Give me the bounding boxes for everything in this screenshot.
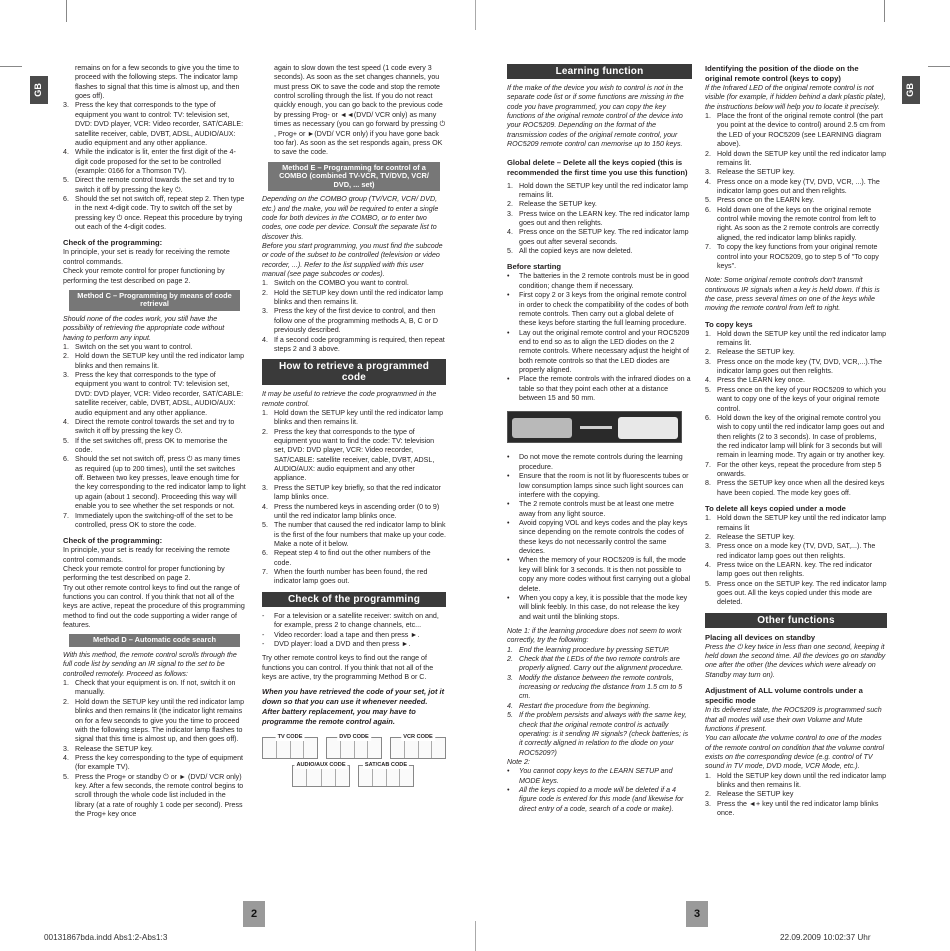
bullet: The 2 remote controls must be at least one metre away from any light source.: [519, 500, 674, 518]
step: Press the key of the first device to control, and then follow one of the programming methods A, B, C or D previously described.: [274, 307, 439, 335]
step: Hold down the SETUP key until the red indicator lamp remains lit.: [717, 329, 887, 348]
step: Press twice on the LEARN key. The red indicator lamp goes out and then relights.: [519, 209, 690, 227]
heading: Identifying the position of the diode on the original remote control (keys to copy): [705, 64, 859, 84]
step: If the set switches off, press OK to memorise the code.: [75, 436, 228, 454]
step: Immediately upon the switching-off of the set to be controlled, press OK to store the code.: [75, 511, 233, 529]
step: Press once on the SETUP key. The red indicator lamp goes out after several seconds.: [519, 228, 689, 246]
step: Press once on the key of your ROC5209 to which you want to copy one of the keys of your original remote control.: [717, 385, 886, 413]
step: If the problem persists and always with the same key, check that the original remote control is actually operating: is it sending IR signals? (check batteries; is it correctly aligned in relation to the diode on your ROC5209?): [519, 711, 689, 757]
step: Press once on the SETUP key. The red indicator lamp goes out. All the keys copied under this mode are deleted.: [717, 579, 887, 607]
text: Before you start programming, you must find the subcode or code of the subset to be controlled (television or video recorder, ...). Refer to the list supplied with this user manual (see page subcodes or codes).: [262, 241, 443, 279]
text: In principle, your set is ready for receiving the remote control commands.: [63, 546, 230, 564]
step: Should the set not switch off, press ⏻ as many times as required (up to 200 times), until the set switches off. Between two key presses, leave enough time for the key corresponding to the red indicator lamp to light up again (about 1 second). Proceeding this way will enable you to see whether the set responds or not.: [75, 455, 246, 511]
step: Switch on the set you want to control.: [75, 343, 193, 352]
text: again to slow down the test speed (1 code every 3 seconds). As soon as the set changes channels, you must press OK to save the code and stop the remote control scrolling through the list. If you do not react quickly enough, you can go back to the previous code by pressing Prog- or ◄◄(DVD/ VCR only) as many times as necessary (you can go forward by pressing ⏻ , Prog+ or ►(DVD/ VCR only) if you have gone back too far). As soon as the set responds again, press OK to save the code.: [274, 64, 446, 157]
fold-line: [475, 0, 476, 30]
step: If a second code programming is required, then repeat steps 2 and 3 above.: [274, 335, 445, 353]
step: Press the SETUP key once when all the desired keys have been copied. The mode key goes off.: [717, 479, 885, 497]
section-title: How to retrieve a programmed code: [262, 359, 446, 385]
step: Press once on a mode key (TV, DVD, SAT,...). The red indicator lamp goes out then relights.: [717, 542, 876, 560]
text: remains on for a few seconds to give you the time to proceed with the following steps. The indicator lamp flashes to signal that this time is almost up, and then goes off).: [75, 64, 240, 101]
bullet: Do not move the remote controls during the learning procedure.: [519, 453, 683, 471]
text: You can allocate the volume control to one of the modes of the remote control on condition that the volume control exists on the corresponding device (e.g. control of TV sound in TV mode, DVD mode, VCR Mode, etc.).: [705, 734, 885, 771]
vcr-code-box: [390, 733, 446, 759]
text: With this method, the remote control scrolls through the full code list by sending an IR signal to the set to be controlled remotely. Proceed as follows:: [63, 650, 237, 678]
note: Note 1: if the learning procedure does not seem to work correctly, try the following:: [507, 626, 682, 645]
page-number-right: 3: [686, 901, 708, 927]
page-number-left: 2: [243, 901, 265, 927]
heading: To copy keys: [705, 319, 753, 329]
tv-code-box: [262, 733, 318, 759]
section-bar: Method E – Programming for control of a COMBO (combined TV-VCR, TV/DVD, VCR/ DVD, ... set): [268, 162, 440, 192]
heading: To delete all keys copied under a mode: [705, 504, 846, 514]
step: Press twice on the LEARN. key. The red indicator lamp goes out then relights.: [717, 560, 873, 579]
footer-file-info: 00131867bda.indd Abs1:2-Abs1:3: [44, 933, 168, 942]
crop-mark: [66, 0, 67, 22]
step: Direct the remote control towards the set and try to switch it off by pressing the key ⏻.: [75, 417, 235, 436]
bullet: Lay out the original remote control and your ROC5209 end to end so as to align the LED diodes on the 2 remote controls. Where necessary adjust the height of both remote controls so that the LED diodes are properly aligned.: [519, 328, 690, 375]
language-tab-right: GB: [902, 76, 920, 104]
text: Try other remote control keys to find out the range of functions you can control. If you think that not all of the keys are active, try the programming Method B or C.: [262, 654, 434, 681]
step: Hold down the SETUP key until the red indicator lamp remains lit: [717, 514, 887, 532]
bullet: Place the remote controls with the infrared diodes on a table so that they point each other at a distance between 15 and 50 mm.: [519, 375, 691, 403]
section-bar: Method C – Programming by means of code retrieval: [69, 290, 240, 311]
text: Try out other remote control keys to find out the range of functions you can control. If you think that not all of the keys are active, repeat the procedure of this programming method to find out the code supporting a wider range of features.: [63, 583, 245, 630]
heading: Check of the programming:: [63, 238, 163, 248]
text: Check your remote control for proper functioning by performing the test described on page 2.: [63, 267, 225, 285]
step: Direct the remote control towards the set and try to switch it off by pressing the key ⏻.: [75, 176, 235, 194]
text: Check your remote control for proper functioning by performing the test described on page 2.: [63, 564, 225, 583]
fold-line: [475, 921, 476, 951]
remote-alignment-image: [507, 411, 682, 443]
bullet: The batteries in the 2 remote controls must be in good condition; change them if necessary.: [519, 272, 689, 290]
heading: Placing all devices on standby: [705, 632, 816, 642]
note: Note: Some original remote controls don't transmit continuous IR signals when a key is held down. If this is the case, press several times on one of the keys while moving the remote control from left to right.: [705, 276, 880, 313]
step: Check that your equipment is on. If not, switch it on manually.: [75, 679, 236, 697]
emphasis-note: After battery replacement, you may have to programme the remote control again.: [262, 707, 416, 726]
step: Hold down one of the keys on the original remote control while moving the remote control from left to right. As soon as the 2 remote controls are correctly aligned, the red indicator lamp blinks rapidly.: [717, 205, 880, 242]
step: Press the key that corresponds to the type of equipment you want to control: TV: television set, DVD: DVD player, VCR: Video recorder, SAT/CABLE: satellite receiver, cable, DVBT, ADSL, AUDIO/AUX: audio equipment and any other appliance.: [75, 101, 244, 147]
step: Release the SETUP key.: [75, 744, 153, 753]
step: Press once on the LEARN key.: [717, 196, 815, 205]
text: It may be useful to retrieve the code programmed in the remote control.: [262, 390, 437, 408]
step: Release the SETUP key.: [519, 200, 597, 209]
box-label: AUDIO/AUX CODE: [296, 761, 346, 768]
text: In its delivered state, the ROC5209 is programmed such that all modes will use their own Volume and Mute functions if present.: [705, 706, 882, 733]
sat-code-box: [358, 761, 414, 787]
step: Press the key that corresponds to the type of equipment you want to find the code: TV: television set, DVD: DVD player, VCR: Video recorder, SAT/CABLE: satellite receiver, cable, DVBT, ADSL, AUDIO/AUX: audio equipment and any other appliance.: [274, 427, 435, 483]
audio-code-box: [292, 761, 350, 787]
box-label: TV CODE: [277, 733, 303, 740]
step: The number that caused the red indicator lamp to blink is the first of the four numbers that make up your code. Make a note of it below.: [274, 521, 446, 548]
step: Release the SETUP key: [717, 790, 794, 799]
step: Hold down the SETUP key until the red indicator lamp blinks and then remains lit (the indicator light remains on for a few seconds to give you the time to proceed with the following steps. The indicator lamp flashes to signal that this time is almost up, and then goes off).: [75, 697, 245, 744]
step: End the learning procedure by pressing SETUP.: [519, 645, 670, 654]
section-bar: Method D – Automatic code search: [69, 634, 240, 647]
dvd-code-box: [326, 733, 382, 759]
step: Press the key corresponding to the type of equipment (for example TV).: [75, 753, 243, 772]
heading: Global delete – Delete all the keys copied (this is recommended the first time you use this function): [507, 157, 688, 177]
step: Hold down the SETUP key until the red indicator lamp remains lit.: [519, 181, 689, 199]
step: Hold down the SETUP key until the red indicator lamp blinks and then remains lit.: [274, 408, 444, 427]
step: Press the Prog+ or standby ⏻ or ► (DVD/ VCR only) key. After a few seconds, the remote control begins to scroll through the whole code list included in the library (at a rate of roughly 1 code per second). Press the Prog+ key once: [75, 772, 244, 819]
bullet: Video recorder: load a tape and then press ►.: [274, 630, 420, 639]
step: Press once on the mode key (TV, DVD, VCR,...).The indicator lamp goes out then relights.: [717, 357, 882, 376]
column-4: Identifying the position of the diode on the original remote control (keys to copy) If the Infrared LED of the original remote control is not visible (for example, if hidden behind a dark plastic plate), the instructions below will help you to locate it precisely. 1. Place the front of the original remote control (the part you point at the device to control) around 2.5 cm from the LED of your ROC5209 (see LEARNING diagram above). 2. Hold down the SETUP key until the red indicator lamp remains lit. 3. Release the SETUP key. 4. Press once on a mode key (TV, DVD, VCR, ...). The indicator lamp goes out and then relights. 5. Press once on the LEARN key. 6. Hold down one of the keys on the original remote control while moving the remote control from left to right. As soon as the 2 remote controls are correctly aligned, the red indicator lamp blinks rapidly. 7. To copy the key functions from your original remote control into your ROC5209, go to step 5 of "To copy keys". Note: Some original remote controls don't transmit continuous IR signals when a key is held down. If this is the case, press several times on one of the keys while moving the remote control from left to right. To copy keys 1. Hold down the SETUP key until the red indicator lamp remains lit. 2. Release the SETUP key. 3. Press once on the mode key (TV, DVD, VCR,...).The indicator lamp goes out then relights. 4. Press the LEARN key once. 5. Press once on the key of your ROC5209 to which you want to copy one of the keys of your original remote control. 6. Hold down the key of the original remote control you wish to copy until the red indicator lamp goes out and then relights (2 to 3 seconds). In case of problems, the red indicator lamp will blink for 3 seconds but will remain in learning mode. Try again or try another key. 7. For the other keys, repeat the procedure from step 5 onwards. 8. Press the SETUP key once when all the desired keys have been copied. The mode key goes off. To delete all keys copied under a mode 1. Hold down the SETUP key until the red indicator lamp remains lit 2. Release the SETUP key. 3. Press once on a mode key (TV, DVD, SAT,...). The red indicator lamp goes out then relights. 4. Press twice on the LEARN. key. The red indicator lamp goes out then relights. 5. Press once on the SETUP key. The red indicator lamp goes out. All the keys copied under this mode are deleted. Other functions Placing all devices on standby Press the ⏻ key twice in less than one second, keeping it held down the second time. All the devices go on standby one after the other (the devices which were already on Standby may turn on). Adjustment of ALL volume controls under a specific mode In its delivered state, the ROC5209 is programmed such that all modes will use their own Volume and Mute functions if present. You can allocate the volume control to one of the modes of the remote control on condition that the volume control exists on the corresponding device (e.g. control of TV sound in TV mode, DVD mode, VCR Mode, etc.). 1. Hold the SETUP key down until the red indicator lamp blinks and then remains lit. 2. Release the SETUP key 3. Press the ◄+ key until the red indicator lamp blinks once.: [705, 64, 887, 818]
text: If the Infrared LED of the original remote control is not visible (for example, if hidden behind a dark plastic plate), the instructions below will help you to locate it precisely.: [705, 84, 886, 111]
step: While the indicator is lit, enter the first digit of the 4-digit code proposed for the set to be controlled (example: 0166 for a Thomson TV).: [75, 148, 236, 175]
step: Hold down the key of the original remote control you wish to copy until the red indicator lamp goes out and then relights (2 to 3 seconds). In case of problems, the red indicator lamp will blink for 3 seconds but will remain in learning mode. Try again or try another key.: [717, 413, 885, 460]
bullet: When the memory of your ROC5209 is full, the mode key will blink for 3 seconds. It is then not possible to copy any more codes without first carrying out a global delete.: [519, 556, 691, 593]
step: Press the numbered keys in ascending order (0 to 9) until the red indicator lamp blinks once.: [274, 502, 440, 520]
step: Hold down the SETUP key until the red indicator lamp blinks and then remains lit.: [75, 352, 245, 370]
section-title: Check of the programming: [262, 592, 446, 607]
step: To copy the key functions from your original remote control into your ROC5209, go to step 5 of "To copy keys".: [717, 243, 879, 270]
section-title: Learning function: [507, 64, 692, 79]
bullet: Avoid copying VOL and keys codes and the play keys since depending on the remote controls the codes of these keys do not necessarily control the same devices.: [519, 518, 688, 556]
step: Press the SETUP key briefly, so that the red indicator lamp blinks once.: [274, 483, 441, 502]
column-2: again to slow down the test speed (1 code every 3 seconds). As soon as the set changes channels, you must press OK to save the code and stop the remote control scrolling through the list. If you do not react quickly enough, you can go back to the previous code by pressing Prog- or ◄◄(DVD/ VCR only) as many times as necessary (you can go forward by pressing ⏻ , Prog+ or ►(DVD/ VCR only) if you have gone back too far). As soon as the set responds again, press OK to save the code. Method E – Programming for control of a COMBO (combined TV-VCR, TV/DVD, VCR/ DVD, ... set) Depending on the COMBO group (TV/VCR, VCR/ DVD, etc.) and the make, you will be required to enter a single code for both devices in the COMBO, or to enter two codes, one code per device. Consult the separate list to discover this. Before you start programming, you must find the subcode or code of the subset to be controlled (television or video recorder, ...). Refer to the list supplied with this user manual (see page subcodes or codes). 1. Switch on the COMBO you want to control. 2. Hold the SETUP key down until the red indicator lamp blinks and then remains lit. 3. Press the key of the first device to control, and then follow one of the programming methods A, B, C or D previously described. 4. If a second code programming is required, then repeat steps 2 and 3 above. How to retrieve a programmed code It may be useful to retrieve the code programmed in the remote control. 1. Hold down the SETUP key until the red indicator lamp blinks and then remains lit. 2. Press the key that corresponds to the type of equipment you want to find the code: TV: television set, DVD: DVD player, VCR: Video recorder, SAT/CABLE: satellite receiver, cable, DVBT, ADSL, AUDIO/AUX: audio equipment and any other appliance. 3. Press the SETUP key briefly, so that the red indicator lamp blinks once. 4. Press the numbered keys in ascending order (0 to 9) until the red indicator lamp blinks once. 5. The number that caused the red indicator lamp to blink is the first of the four numbers that make up your code. Make a note of it below. 6. Repeat step 4 to find out the other numbers of the code. 7. When the fourth number has been found, the red indicator lamp goes out. Check of the programming - For a television or a satellite receiver: switch on and, for example, press 2 to change channels, etc... - Video recorder: load a tape and then press ►. - DVD player: load a DVD and then press ►. Try other remote control keys to find out the range of functions you can control. If you think that not all of the keys are active, try the programming Method B or C. When you have retrieved the code of your set, jot it down so that you can use it whenever needed. After battery replacement, you may have to programme the remote control again. TV CODE DVD CODE VCR CODE AUDIO/AUX CODE SAT/CAB CODE: [262, 64, 446, 788]
section-title: Other functions: [705, 613, 887, 628]
step: Hold down the SETUP key until the red indicator lamp remains lit.: [717, 149, 887, 167]
bullet: DVD player: load a DVD and then press ►.: [274, 639, 411, 648]
box-label: SAT/CAB CODE: [364, 761, 408, 768]
step: Switch on the COMBO you want to control.: [274, 279, 409, 288]
step: Repeat step 4 to find out the other numbers of the code.: [274, 549, 431, 567]
step: Place the front of the original remote control (the part you point at the device to control) around 2.5 cm from the LED of your ROC5209 (see LEARNING diagram above).: [717, 112, 885, 149]
step: Check that the LEDs of the two remote controls are properly aligned. Carry out the alignment procedure.: [519, 655, 684, 673]
step: When the fourth number has been found, the red indicator lamp goes out.: [274, 568, 428, 586]
footer-timestamp: 22.09.2009 10:02:37 Uhr: [780, 933, 871, 942]
note: Note 2:: [507, 757, 530, 766]
crop-mark: [928, 66, 950, 67]
step: Press the key that corresponds to the type of equipment you want to control: TV: television set, DVD: DVD player, VCR: Video recorder, SAT/CABLE: satellite receiver, cable, DVBT, ADSL, AUDIO/AUX: audio equipment and any other appliance.: [75, 371, 244, 417]
step: All the copied keys are now deleted.: [519, 247, 633, 256]
bullet: When you copy a key, it is possible that the mode key will blink feebly. In this case, do not release the key and wait until the blinking stops.: [519, 593, 688, 621]
bullet: First copy 2 or 3 keys from the original remote control in order to check the compatibility of the codes of both remote controls. Then carry out a global delete of these keys before starting the full learning procedure.: [519, 291, 689, 328]
step: Release the SETUP key.: [717, 532, 795, 541]
step: Press the LEARN key once.: [717, 376, 805, 385]
crop-mark: [0, 66, 22, 67]
heading: Before starting: [507, 262, 562, 272]
step: Hold the SETUP key down until the red indicator lamp blinks and then remains lit.: [717, 771, 887, 790]
step: Hold the SETUP key down until the red indicator lamp blinks and then remains lit.: [274, 288, 444, 307]
text: Should none of the codes work, you still have the possibility of retrieving the appropriate code without having to perform any input.: [63, 314, 225, 342]
crop-mark: [884, 0, 885, 22]
bullet: For a television or a satellite receiver: switch on and, for example, press 2 to change channels, etc...: [274, 611, 439, 630]
text: Depending on the COMBO group (TV/VCR, VCR/ DVD, etc.) and the make, you will be required to enter a single code for both devices in the COMBO, or to enter two codes, one code per device. Consult the separate list to discover this.: [262, 195, 439, 241]
bullet: All the keys copied to a mode will be deleted if a 4 figure code is entered for this mode (and likewise for direct entry of a code, search of a code or make).: [519, 786, 684, 813]
step: Restart the procedure from the beginning.: [519, 701, 651, 710]
heading: Adjustment of ALL volume controls under a specific mode: [705, 686, 863, 706]
text: In principle, your set is ready for receiving the remote control commands.: [63, 248, 230, 266]
bullet: Ensure that the room is not lit by fluorescents tubes or low consumption lamps since such light sources can interfere with the copying.: [519, 472, 689, 499]
box-label: VCR CODE: [403, 733, 433, 740]
language-tab-left: GB: [30, 76, 48, 104]
box-label: DVD CODE: [339, 733, 369, 740]
code-boxes: [262, 733, 446, 788]
step: Should the set not switch off, repeat step 2. Then type in the next 4-digit code. Try to switch off the set by pressing key ⏻ once. Repeat this procedure by trying out each of the 4-digit codes.: [75, 195, 245, 232]
emphasis-note: When you have retrieved the code of your set, jot it down so that you can use it whenever needed.: [262, 687, 445, 707]
step: Modify the distance between the remote controls, increasing or reducing the distance from 1.5 cm to 5 cm.: [519, 673, 683, 701]
text: If the make of the device you wish to control is not in the separate code list or if some functions are missing in the code you have programmed, you can copy the key functions of the original remote control of the device into your ROC5209. Depending on the format of the transmission codes of the original remote control, your ROC5209 remote control can memorise up to 150 keys.: [507, 84, 684, 149]
step: Release the SETUP key.: [717, 168, 795, 177]
step: Release the SETUP key.: [717, 348, 795, 357]
bullet: You cannot copy keys to the LEARN SETUP and MODE keys.: [519, 767, 673, 785]
step: Press once on a mode key (TV, DVD, VCR, ...). The indicator lamp goes out and then relights.: [717, 177, 880, 195]
heading: Check of the programming:: [63, 536, 163, 546]
step: Press the ◄+ key until the red indicator lamp blinks once.: [717, 799, 879, 818]
text: Press the ⏻ key twice in less than one second, keeping it held down the second time. All the devices go on standby one after the other (the devices which were already on Standby may turn on).: [705, 642, 886, 679]
step: For the other keys, repeat the procedure from step 5 onwards.: [717, 460, 882, 479]
column-1: remains on for a few seconds to give you the time to proceed with the following steps. The indicator lamp flashes to signal that this time is almost up, and then goes off). 3. Press the key that corresponds to the type of equipment you want to control: TV: television set, DVD: DVD player, VCR: Video recorder, SAT/CABLE: satellite receiver, cable, DVBT, ADSL, AUDIO/AUX: audio equipment and any other appliance. 4. While the indicator is lit, enter the first digit of the 4-digit code proposed for the set to be controlled (example: 0166 for a Thomson TV). 5. Direct the remote control towards the set and try to switch it off by pressing the key ⏻. 6. Should the set not switch off, repeat step 2. Then type in the next 4-digit code. Try to switch off the set by pressing key ⏻ once. Repeat this procedure by trying out each of the 4-digit codes. Check of the programming: In principle, your set is ready for receiving the remote control commands. Check your remote control for proper functioning by performing the test described on page 2. Method C – Programming by means of code retrieval Should none of the codes work, you still have the possibility of retrieving the appropriate code without having to perform any input. 1. Switch on the set you want to control. 2. Hold down the SETUP key until the red indicator lamp blinks and then remains lit. 3. Press the key that corresponds to the type of equipment you want to control: TV: television set, DVD: DVD player, VCR: Video recorder, SAT/CABLE: satellite receiver, cable, DVBT, ADSL, AUDIO/AUX: audio equipment and any other appliance. 4. Direct the remote control towards the set and try to switch it off by pressing the key ⏻. 5. If the set switches off, press OK to memorise the code. 6. Should the set not switch off, press ⏻ as many times as required (up to 200 times), until the set switches off. Between two key presses, leave enough time for the key corresponding to the red indicator lamp to light up again (about 1 second). Proceeding this way will enable you to see whether the set responds or not. 7. Immediately upon the switching-off of the set to be controlled, press OK to store the code. Check of the programming: In principle, your set is ready for receiving the remote control commands. Check your remote control for proper functioning by performing the test described on page 2. Try out other remote control keys to find out the range of functions you can control. If you think that not all of the keys are active, repeat the procedure of this programming method to find out the code supporting a wider range of features. Method D – Automatic code search With this method, the remote control scrolls through the full code list by sending an IR signal to the set to be controlled remotely. Proceed as follows: 1. Check that your equipment is on. If not, switch it on manually. 2. Hold down the SETUP key until the red indicator lamp blinks and then remains lit (the indicator light remains on for a few seconds to give you the time to proceed with the following steps. The indicator lamp flashes to signal that this time is almost up, and then goes off). 3. Release the SETUP key. 4. Press the key corresponding to the type of equipment (for example TV). 5. Press the Prog+ or standby ⏻ or ► (DVD/ VCR only) key. After a few seconds, the remote control begins to scroll through the whole code list included in the library (at a rate of roughly 1 code per second). Press the Prog+ key once: [63, 64, 246, 819]
column-3: Learning function If the make of the device you wish to control is not in the separate code list or if some functions are missing in the code you have programmed, you can copy the key functions of the original remote control of the device into your ROC5209. Depending on the format of the transmission codes of the original remote control, your ROC5209 remote control can memorise up to 150 keys. Global delete – Delete all the keys copied (this is recommended the first time you use this function) 1. Hold down the SETUP key until the red indicator lamp remains lit. 2. Release the SETUP key. 3. Press twice on the LEARN key. The red indicator lamp goes out and then relights. 4. Press once on the SETUP key. The red indicator lamp goes out after several seconds. 5. All the copied keys are now deleted. Before starting • The batteries in the 2 remote controls must be in good condition; change them if necessary. • First copy 2 or 3 keys from the original remote control in order to check the compatibility of the codes of both remote controls. Then carry out a global delete of these keys before starting the full learning procedure. • Lay out the original remote control and your ROC5209 end to end so as to align the LED diodes on the 2 remote controls. Where necessary adjust the height of both remote controls so that the LED diodes are properly aligned. • Place the remote controls with the infrared diodes on a table so that they point each other at a distance between 15 and 50 mm. • Do not move the remote controls during the learning procedure. • Ensure that the room is not lit by fluorescents tubes or low consumption lamps since such light sources can interfere with the copying. • The 2 remote controls must be at least one metre away from any light source. • Avoid copying VOL and keys codes and the play keys since depending on the remote controls the codes of these keys do not necessarily control the same devices. • When the memory of your ROC5209 is full, the mode key will blink for 3 seconds. It is then not possible to copy any more codes without first carrying out a global delete. • When you copy a key, it is possible that the mode key will blink feebly. In this case, do not release the key and wait until the blinking stops. Note 1: if the learning procedure does not seem to work correctly, try the following: 1. End the learning procedure by pressing SETUP. 2. Check that the LEDs of the two remote controls are properly aligned. Carry out the alignment procedure. 3. Modify the distance between the remote controls, increasing or reducing the distance from 1.5 cm to 5 cm. 4. Restart the procedure from the beginning. 5. If the problem persists and always with the same key, check that the original remote control is actually operating: is it sending IR signals? (check batteries; is it correctly aligned in relation to the diode on your ROC5209?) Note 2: • You cannot copy keys to the LEARN SETUP and MODE keys. • All the keys copied to a mode will be deleted if a 4 figure code is entered for this mode (and likewise for direct entry of a code, search of a code or make).: [507, 66, 691, 813]
